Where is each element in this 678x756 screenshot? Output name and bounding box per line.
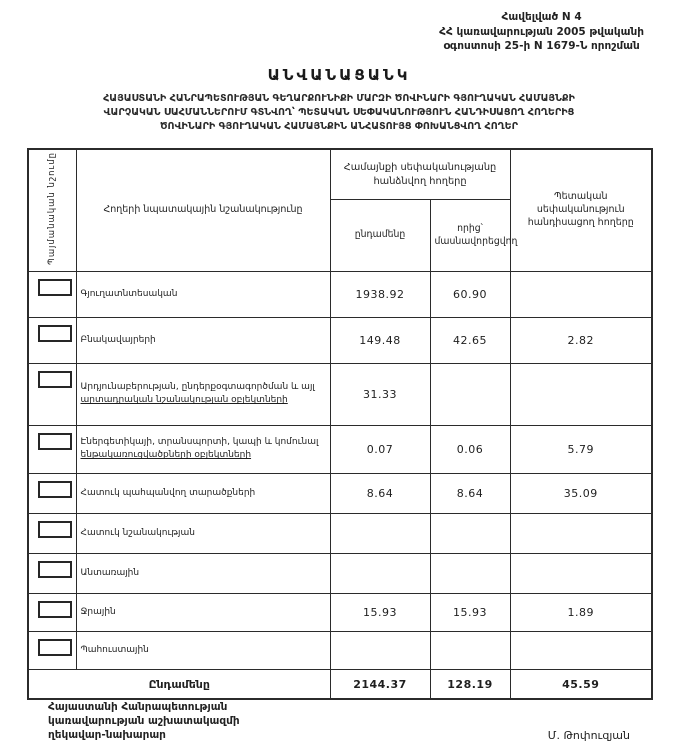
subtitle-line: ՎԱՐՉԱԿԱՆ ՍԱՀՄԱՆՆԵՐՈՒՄ ԳՏՆՎՈՂ՝ ՊԵՏԱԿԱՆ ՍԵՓԱԿԱՆՈՒԹՅՈՒՆ ՀԱՆԴԻՍԱՑՈՂ ՀՈՂԵՐԻՑ: [103, 106, 575, 118]
land-category-label: Բնակավայրերի: [76, 317, 330, 363]
land-category-label: Էներգետիկայի, տրանսպորտի, կապի և կոմունալ ենթակառուցվածքների օբյեկտների: [76, 425, 330, 473]
symbol-cell: [28, 425, 76, 473]
value-total: 149.48: [330, 317, 430, 363]
legend-box: [38, 601, 72, 618]
column-header-state: Պետական սեփականություն հանդիսացող հողերը: [510, 149, 652, 271]
annex-reference-line: ՀՀ կառավարության 2005 թվականի: [439, 25, 644, 38]
value-state: 1.89: [510, 593, 652, 631]
value-privatized: [430, 553, 510, 593]
total-value-state: 45.59: [510, 669, 652, 699]
table-row: [28, 631, 652, 669]
land-category-label: Ջրային: [76, 593, 330, 631]
legend-box: [38, 561, 72, 578]
total-value-privatized: 128.19: [430, 669, 510, 699]
value-total: [330, 513, 430, 553]
page-title: ԱՆՎԱՆԱՑԱՆԿ: [267, 66, 411, 84]
legend-box: [38, 481, 72, 498]
value-privatized: [430, 513, 510, 553]
legend-box: [38, 371, 72, 388]
value-total: 31.33: [330, 363, 430, 425]
value-total: 15.93: [330, 593, 430, 631]
column-header-symbol: [28, 149, 76, 271]
column-header-total: ընդամենը: [330, 200, 430, 272]
value-state: [510, 631, 652, 669]
legend-box: [38, 433, 72, 450]
land-category-label: Հատուկ պահպանվող տարածքների: [76, 473, 330, 513]
symbol-cell: [28, 513, 76, 553]
legend-box: [38, 279, 72, 296]
symbol-cell: [28, 553, 76, 593]
symbol-cell: [28, 271, 76, 317]
total-row: [28, 669, 652, 699]
signatory-position: [48, 700, 240, 743]
legend-box: [38, 325, 72, 342]
table-row: [28, 425, 652, 473]
land-category-label: Պահուստային: [76, 631, 330, 669]
value-privatized: 0.06: [430, 425, 510, 473]
legend-box: [38, 521, 72, 538]
annex-reference: [439, 10, 644, 54]
value-privatized: 15.93: [430, 593, 510, 631]
table-row: [28, 473, 652, 513]
value-privatized: 60.90: [430, 271, 510, 317]
column-header-symbol-label: Պայմանական նշումը: [46, 152, 57, 265]
value-total: [330, 631, 430, 669]
value-state: [510, 513, 652, 553]
table-row: [28, 553, 652, 593]
value-state: [510, 553, 652, 593]
land-category-label: Հատուկ նշանակության: [76, 513, 330, 553]
table-row: [28, 513, 652, 553]
value-state: [510, 363, 652, 425]
column-group-header-community: Համայնքի սեփականությանը հանձնվող հողերը: [330, 149, 510, 200]
subtitle-line: ՀԱՅԱՍՏԱՆԻ ՀԱՆՐԱՊԵՏՈՒԹՅԱՆ ԳԵՂԱՐՔՈՒՆԻՔԻ ՄԱՐԶԻ ԾՈՎԻՆԱՐԻ ԳՅՈՒՂԱԿԱՆ ՀԱՄԱՅՆՔԻ: [103, 93, 575, 104]
signatory-position-line: կառավարության աշխատակազմի: [48, 715, 240, 728]
value-state: 5.79: [510, 425, 652, 473]
table-row: [28, 593, 652, 631]
value-privatized: [430, 363, 510, 425]
land-category-label: Արդյունաբերության, ընդերքօգտագործման և այլ արտադրական նշանակության օբյեկտների: [76, 363, 330, 425]
total-label: Ընդամենը: [28, 669, 330, 699]
signature-block: [48, 700, 630, 743]
value-state: 35.09: [510, 473, 652, 513]
signatory-name: Մ. Թոփուզյան: [547, 728, 630, 742]
document-subtitle: [0, 92, 678, 134]
signatory-position-line: Հայաստանի Հանրապետության: [48, 701, 228, 713]
table-row: [28, 317, 652, 363]
table-row: [28, 271, 652, 317]
land-category-label: Գյուղատնտեսական: [76, 271, 330, 317]
symbol-cell: [28, 631, 76, 669]
annex-reference-line: օգոստոսի 25-ի N 1679-Ն որոշման: [443, 40, 640, 53]
signatory-position-line: ղեկավար-նախարար: [48, 729, 166, 742]
value-total: [330, 553, 430, 593]
land-transfer-table: [27, 148, 653, 700]
value-privatized: 8.64: [430, 473, 510, 513]
subtitle-line: ԾՈՎԻՆԱՐԻ ԳՅՈՒՂԱԿԱՆ ՀԱՄԱՅՆՔԻՆ ԱՆՀԱՏՈՒՅՑ ՓՈԽԱՆՑՎՈՂ ՀՈՂԵՐ: [160, 120, 518, 132]
table-row: [28, 363, 652, 425]
value-state: [510, 271, 652, 317]
value-total: 0.07: [330, 425, 430, 473]
symbol-cell: [28, 593, 76, 631]
value-total: 1938.92: [330, 271, 430, 317]
total-value-total: 2144.37: [330, 669, 430, 699]
value-privatized: 42.65: [430, 317, 510, 363]
column-header-purpose: Հողերի նպատակային նշանակությունը: [76, 149, 330, 271]
value-privatized: [430, 631, 510, 669]
value-total: 8.64: [330, 473, 430, 513]
annex-reference-line: Հավելված N 4: [501, 11, 582, 23]
value-state: 2.82: [510, 317, 652, 363]
symbol-cell: [28, 473, 76, 513]
symbol-cell: [28, 363, 76, 425]
symbol-cell: [28, 317, 76, 363]
column-header-privatized: որից՝ մասնավորեցվող: [430, 200, 510, 272]
legend-box: [38, 639, 72, 656]
land-category-label: Անտառային: [76, 553, 330, 593]
